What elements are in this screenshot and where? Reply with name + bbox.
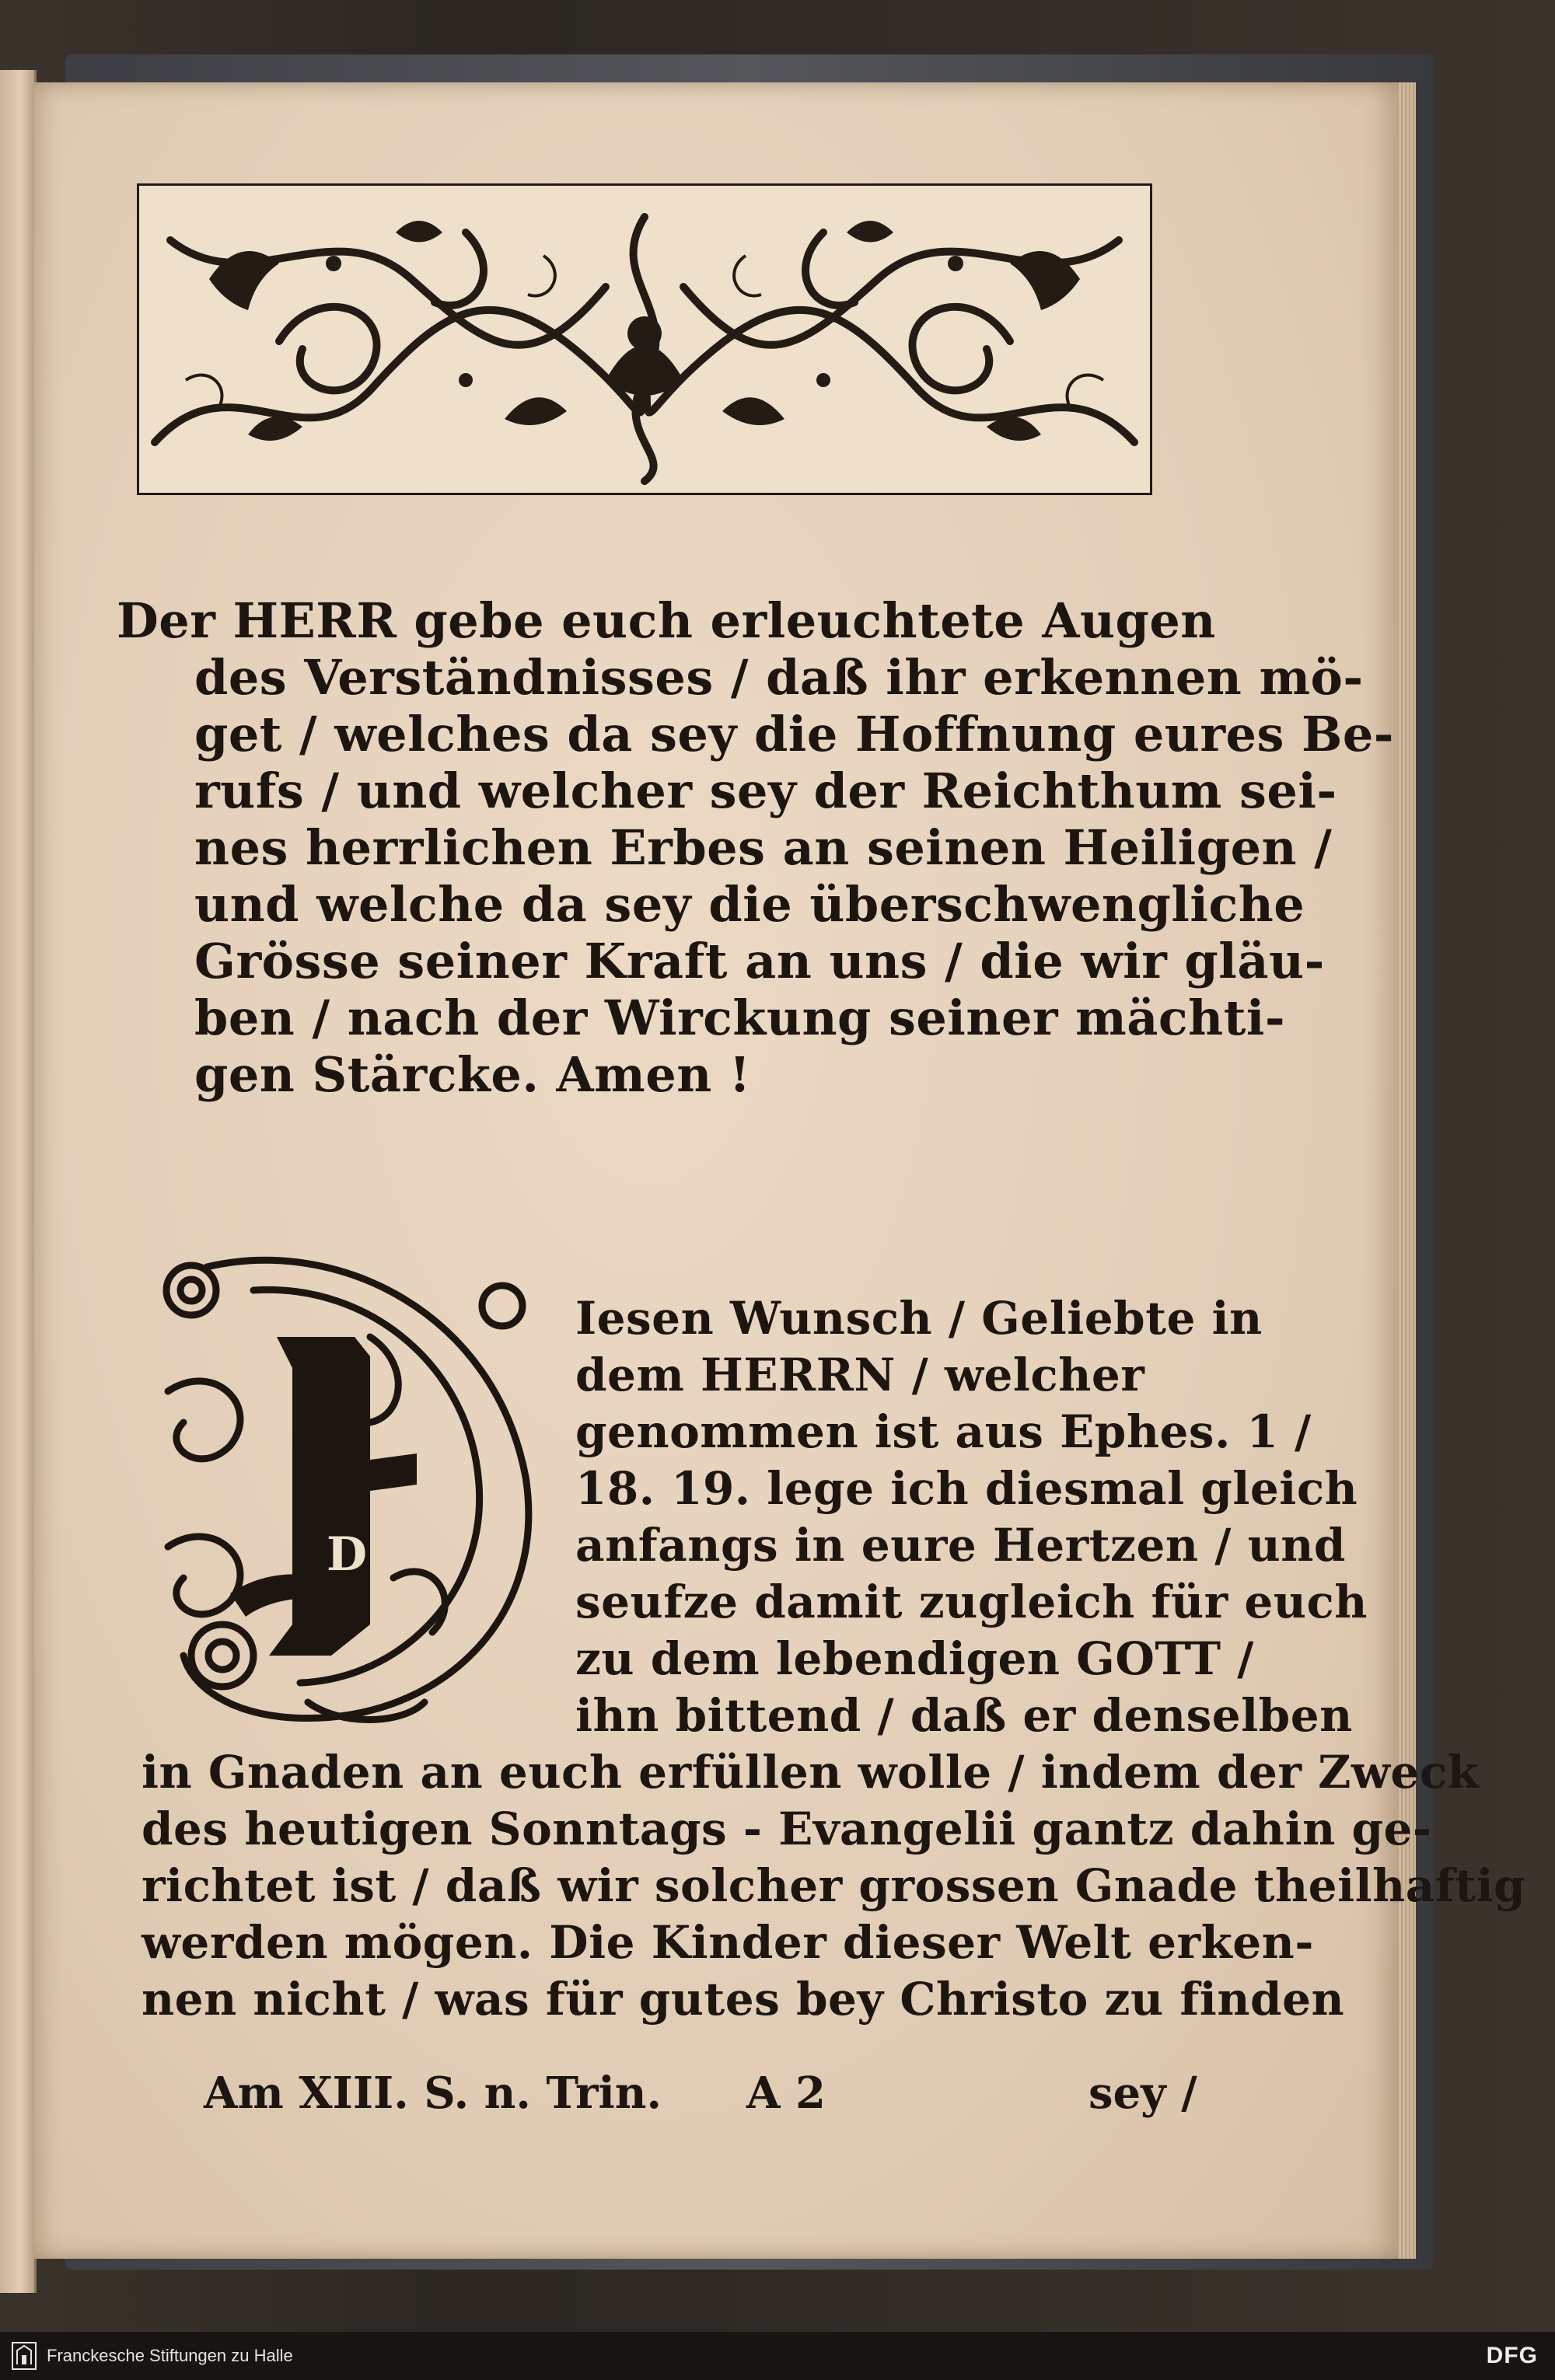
prayer-line: get / welches da sey die Hoffnung eures Be- <box>194 706 1395 763</box>
prayer-line: gen Stärcke. Amen ! <box>194 1046 751 1103</box>
text-line: seufze damit zugleich für euch <box>575 1576 1368 1628</box>
initial-letter-glyph: D <box>326 1527 368 1582</box>
signature-line-left: Am XIII. S. n. Trin. <box>204 2068 662 2119</box>
institution-name: Franckesche Stiftungen zu Halle <box>47 2346 293 2365</box>
decorated-initial-letter <box>137 1220 572 1749</box>
institution-logo-icon <box>11 2341 37 2371</box>
text-line: des heutigen Sonntags - Evangelii gantz dahin ge- <box>142 1802 1432 1855</box>
prayer-line: und welche da sey die überschwengliche <box>194 876 1305 933</box>
text-line: ihn bittend / daß er denselben <box>575 1689 1353 1742</box>
text-line: nen nicht / was für gutes bey Christo zu finden <box>142 1973 1345 2026</box>
prayer-line: nes herrlichen Erbes an seinen Heiligen / <box>194 819 1333 876</box>
text-line: zu dem lebendigen GOTT / <box>575 1632 1254 1685</box>
text-line: 18. 19. lege ich diesmal gleich <box>575 1462 1358 1515</box>
ornamental-headpiece <box>137 183 1152 495</box>
signature-mark: A 2 <box>746 2068 826 2119</box>
left-page-edge <box>0 70 37 2293</box>
prayer-line: ben / nach der Wirckung seiner mächti- <box>194 989 1286 1046</box>
prayer-line: Grösse seiner Kraft an uns / die wir gläu- <box>194 933 1325 989</box>
prayer-line: Der HERR gebe euch erleuchtete Augen <box>117 592 1216 649</box>
text-line: werden mögen. Die Kinder dieser Welt erken- <box>142 1916 1314 1969</box>
text-line: in Gnaden an euch erfüllen wolle / indem der Zweck <box>142 1746 1480 1799</box>
text-line: Iesen Wunsch / Geliebte in <box>575 1292 1263 1345</box>
prayer-line: rufs / und welcher sey der Reichthum sei- <box>194 763 1337 819</box>
text-line: genommen ist aus Ephes. 1 / <box>575 1405 1312 1458</box>
dfg-logo: DFG <box>1486 2343 1538 2368</box>
text-line: anfangs in eure Hertzen / und <box>575 1519 1346 1572</box>
text-line: richtet ist / daß wir solcher grossen Gnade theilhaftig <box>142 1859 1526 1912</box>
page-fore-edge <box>1399 82 1416 2259</box>
viewer-footer-bar <box>0 2332 1555 2380</box>
prayer-line: des Verständnisses / daß ihr erkennen mö- <box>194 649 1364 706</box>
text-line: dem HERRN / welcher <box>575 1349 1145 1401</box>
catchword: sey / <box>1088 2068 1197 2119</box>
